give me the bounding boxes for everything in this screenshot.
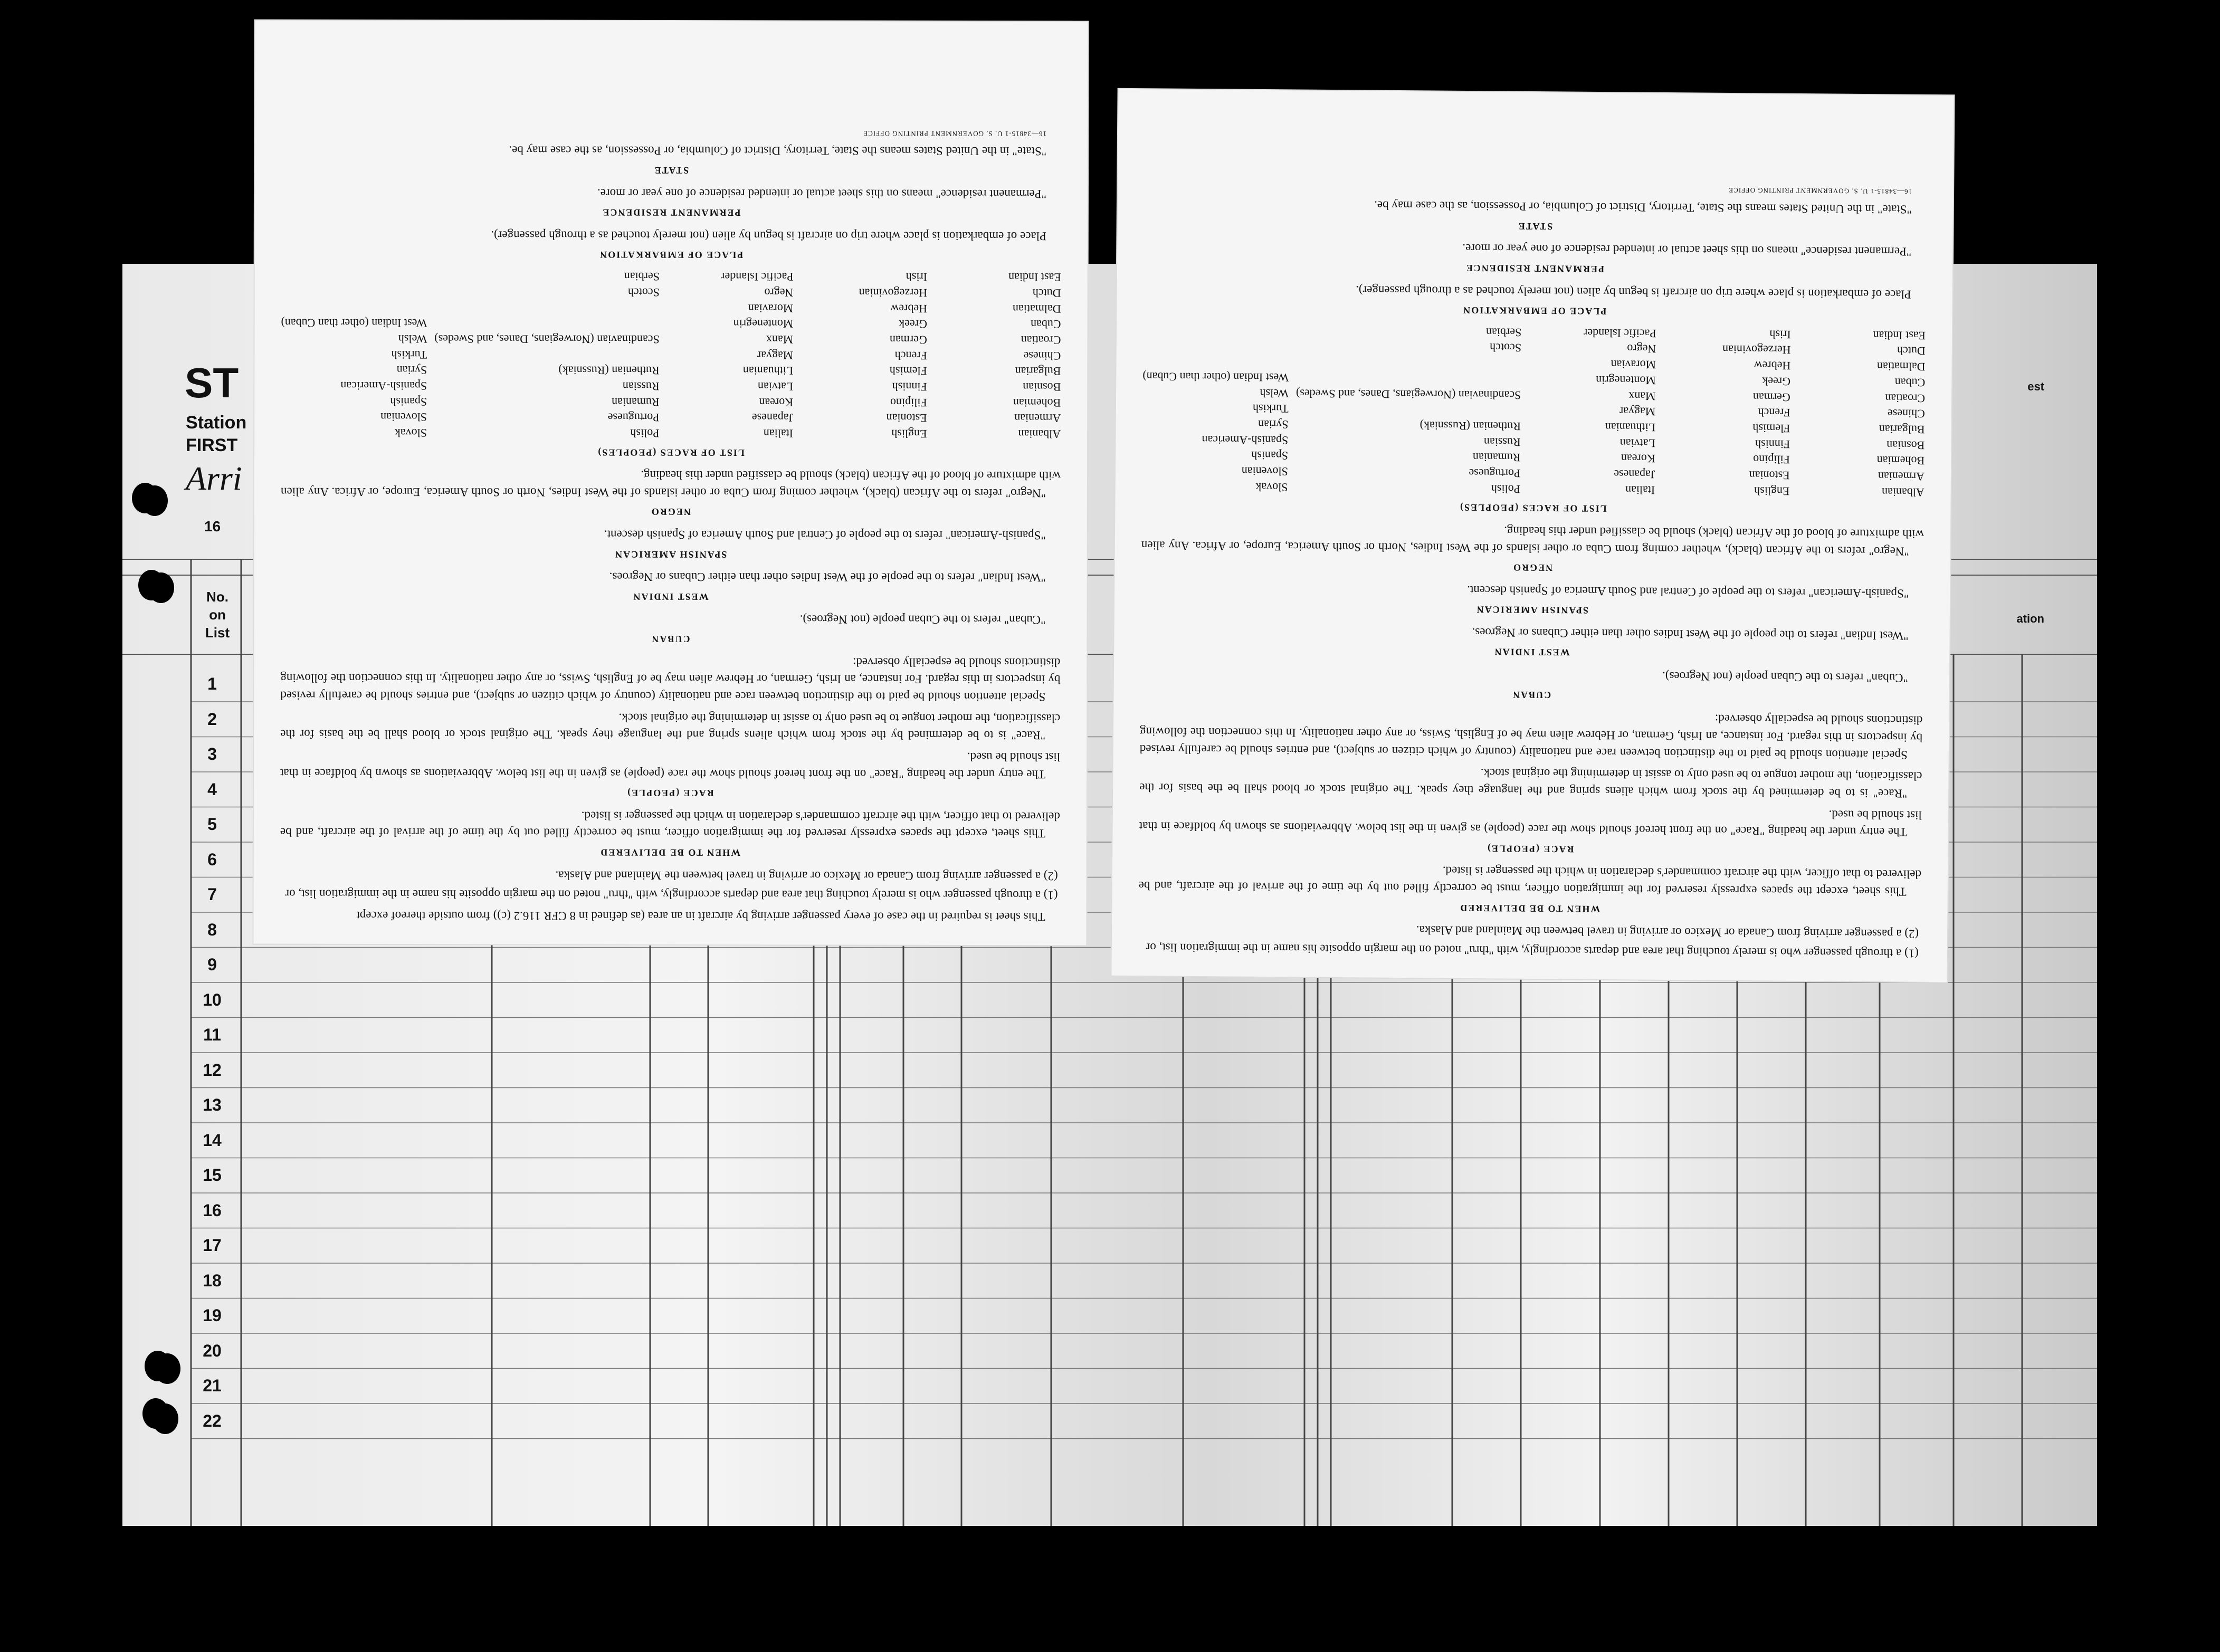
punch-hole: [152, 1403, 178, 1434]
race-entry: German: [1752, 390, 1790, 404]
race-entry: German: [890, 333, 927, 347]
state-text: "State" in the United States means the State, Territory, District of Columbia, or Possession, as the case may be.: [509, 144, 1047, 158]
cuban-text: "Cuban" refers to the Cuban people (not Negroes).: [799, 613, 1046, 627]
row-number: 21: [203, 1376, 222, 1395]
race-entry: Syrian: [396, 364, 427, 377]
state-text: "State" in the United States means the State, Territory, District of Columbia, or Possession, as the case may be.: [1374, 198, 1912, 216]
race-entry: Bosnian: [1886, 438, 1925, 452]
race-entry: Pacific Islander: [721, 270, 794, 284]
race-entry: Bosnian: [1023, 380, 1061, 394]
race-entry: Finnish: [1755, 437, 1790, 451]
race-entry: Cuban: [1031, 318, 1061, 331]
race-entry: Serbian: [624, 270, 660, 284]
race-entry: Montenegrin: [1596, 373, 1656, 387]
races-list: [281, 268, 1061, 442]
race-entry: Latvian: [757, 380, 794, 394]
race-entry: Finnish: [892, 380, 927, 394]
intro-text: This sheet is required in the case of every passenger arriving by aircraft in an area (as defined in 8 CFR 116.2 (c)) from outside thereof except: [356, 909, 1045, 924]
race-entry: Greek: [1762, 375, 1791, 388]
race-text-3: Special attention should be paid to the distinction between race and nationality (country of which citizen or subject), and entries should be carefully revised by inspectors in this regard. For instance, an Irish, German, or Hebrew alien may be of English, Swiss, or any other nationality. In this connection the following distinctions should be especially observed:: [1139, 712, 1923, 762]
col-header-line2: on: [209, 606, 226, 623]
race-entry: Filipino: [890, 396, 927, 409]
heading-list-of-races: LIST OF RACES (PEOPLES): [1459, 502, 1607, 514]
exception-2: (2) a passenger arriving from Canada or Mexico or arriving in travel between the Mainland and Alaska.: [555, 868, 1058, 883]
heading-cuban: CUBAN: [1512, 689, 1551, 700]
race-entry: West Indian (other than Cuban): [1142, 370, 1289, 385]
race-entry: Dutch: [1032, 287, 1061, 300]
heading-residence: PERMANENT RESIDENCE: [602, 207, 741, 218]
row-number: 3: [207, 744, 217, 763]
race-entry: East Indian: [1008, 271, 1061, 284]
race-entry: Spanish-American: [1202, 433, 1289, 447]
race-entry: Spanish: [1251, 449, 1289, 463]
row-number: 9: [207, 955, 217, 974]
exception-2: (2) a passenger arriving from Canada or Mexico or arriving in travel between the Mainland and Alaska.: [1416, 923, 1919, 941]
race-entry: Rumanian: [612, 395, 660, 409]
heading-race: RACE (PEOPLE): [1487, 843, 1574, 855]
race-entry: Armenian: [1878, 470, 1924, 483]
race-entry: Irish: [906, 270, 928, 284]
race-entry: Polish: [1491, 482, 1521, 496]
heading-negro: NEGRO: [650, 507, 691, 518]
negro-text: "Negro" refers to the African (black), whether coming from Cuba or other islands of the West Indies, North or South America, Europe, or Africa. Any alien with admixture of blood of the African (black) should be classified under this heading.: [280, 469, 1061, 500]
race-entry: English: [891, 427, 927, 441]
cuban-text: "Cuban" refers to the Cuban people (not Negroes).: [1662, 670, 1908, 685]
race-entry: Estonian: [886, 412, 927, 425]
race-entry: Magyar: [1619, 405, 1656, 419]
column-header-no-on-list: [199, 588, 236, 642]
race-entry: Chinese: [1023, 349, 1061, 362]
races-list: [1142, 321, 1926, 500]
race-entry: Manx: [1628, 389, 1656, 403]
punch-hole: [141, 485, 168, 516]
residence-text: "Permanent residence" means on this sheet actual or intended residence of one year or more.: [597, 186, 1046, 200]
race-entry: Bulgarian: [1015, 365, 1061, 378]
race-entry: Herzegovinian: [1722, 343, 1791, 357]
race-entry: Serbian: [1485, 326, 1522, 339]
race-entry: West Indian (other than Cuban): [281, 316, 427, 330]
race-entry: Bohemian: [1013, 396, 1061, 409]
row-number: 7: [207, 885, 217, 904]
heading-state: STATE: [1517, 221, 1553, 232]
race-entry: Portuguese: [1469, 466, 1521, 480]
spanish-american-text: "Spanish-American" refers to the people of Central and South America of Spanish descent.: [604, 528, 1046, 542]
heading-embarkation: PLACE OF EMBARKATION: [1462, 305, 1607, 317]
race-entry: Latvian: [1619, 436, 1655, 450]
race-entry: Bulgarian: [1879, 423, 1925, 436]
race-text-2: "Race" is to be determined by the stock from which aliens spring and the language they speak. The original stock or blood shall be the basis for the classification, the mother tongue to be used only to assist in determining the original stock.: [1139, 766, 1922, 800]
race-entry: Croatian: [1885, 391, 1926, 405]
race-text-1: The entry under the heading "Race" on the front hereof should show the race (people) as given in the list below. Abbreviations as shown by boldface in that list should be used.: [1139, 808, 1922, 839]
heading-list-of-races: LIST OF RACES (PEOPLES): [597, 447, 745, 458]
race-entry: Montenegrin: [733, 317, 794, 331]
heading-west-indian: WEST INDIAN: [632, 591, 709, 602]
race-entry: [434, 316, 659, 331]
delivered-text: This sheet, except the spaces expressly reserved for the immigration officer, must be correctly filled out by the time of the arrival of the aircraft, and be delivered to that officer, with the aircraft commander's declaration in which the passenger is listed.: [280, 809, 1060, 841]
race-entry: Estonian: [1749, 469, 1790, 482]
printer-footer: 16—34815-1 U. S. GOVERNMENT PRINTING OFFICE: [1728, 186, 1912, 196]
heading-state: STATE: [653, 165, 689, 176]
race-text-1: The entry under the heading "Race" on the front hereof should show the race (people) as given in the list below. Abbreviations as shown by boldface in that list should be used.: [280, 750, 1061, 781]
row-number: 17: [203, 1236, 222, 1255]
heading-west-indian: WEST INDIAN: [1493, 646, 1570, 658]
col-header-line1: No.: [206, 589, 228, 605]
race-entry: Welsh: [1260, 386, 1289, 400]
race-entry: [281, 300, 427, 316]
punch-hole: [148, 572, 174, 603]
row-number: 4: [207, 779, 217, 799]
race-entry: Scandinavian (Norwegians, Danes, and Swedes): [1295, 387, 1521, 402]
row-number: 1: [207, 674, 217, 693]
race-entry: Scandinavian (Norwegians, Danes, and Swedes): [434, 332, 660, 346]
race-entry: [1143, 321, 1289, 338]
heading-when-delivered: WHEN TO BE DELIVERED: [599, 847, 741, 858]
heading-embarkation: PLACE OF EMBARKATION: [599, 250, 744, 261]
race-entry: French: [894, 349, 927, 362]
row-number: 18: [203, 1271, 222, 1290]
race-entry: Moravian: [1611, 358, 1656, 371]
race-entry: Moravian: [748, 301, 794, 315]
race-entry: Welsh: [398, 332, 427, 346]
heading-spanish-american: SPANISH AMERICAN: [614, 549, 727, 560]
race-entry: Flemish: [889, 364, 927, 378]
race-entry: Dutch: [1897, 344, 1926, 358]
race-entry: Irish: [1769, 328, 1791, 341]
heading-spanish-american: SPANISH AMERICAN: [1475, 604, 1589, 616]
spanish-american-text: "Spanish-American" refers to the people of Central and South America of Spanish descent.: [1467, 583, 1909, 600]
west-indian-text: "West Indian" refers to the people of the West Indies other than either Cubans or Negroes.: [1472, 626, 1909, 643]
race-entry: [1296, 401, 1521, 418]
race-entry: Flemish: [1752, 422, 1790, 435]
race-entry: Japanese: [1614, 467, 1655, 481]
race-entry: Croatian: [1021, 333, 1061, 347]
manifest-subtitle-line2: FIRST: [186, 435, 238, 455]
race-entry: Hebrew: [1754, 359, 1791, 373]
race-entry: Turkish: [391, 348, 427, 361]
race-entry: Italian: [1625, 483, 1655, 497]
race-entry: Armenian: [1014, 412, 1061, 425]
race-entry: Slovenian: [380, 410, 427, 424]
manifest-subtitle: [186, 412, 246, 456]
manifest-subtitle-line1: Station: [186, 413, 247, 433]
race-entry: Ruthenian (Russniak): [1419, 419, 1521, 433]
heading-negro: NEGRO: [1512, 562, 1553, 574]
row-number: 6: [207, 849, 217, 869]
delivered-text: This sheet, except the spaces expressly reserved for the immigration officer, must be correctly filled out by the time of the arrival of the aircraft, and be delivered to that officer, with the aircraft commander's declaration in which the passenger is listed.: [1138, 864, 1922, 899]
row-number: 20: [203, 1341, 222, 1360]
race-entry: East Indian: [1873, 328, 1926, 342]
race-entry: Syrian: [1257, 417, 1289, 432]
race-entry: Polish: [630, 426, 660, 440]
race-entry: Rumanian: [1472, 451, 1521, 465]
row-number: 19: [203, 1306, 222, 1325]
instruction-card-text: [1111, 89, 1954, 982]
punch-hole: [154, 1353, 180, 1384]
race-entry: Filipino: [1753, 453, 1790, 467]
heading-cuban: CUBAN: [651, 633, 690, 645]
race-entry: Albanian: [1881, 485, 1924, 499]
race-entry: Cuban: [1894, 376, 1926, 389]
race-entry: Slovenian: [1241, 464, 1288, 479]
race-entry: Chinese: [1887, 407, 1925, 421]
race-entry: [1296, 354, 1521, 371]
manifest-title: ST: [185, 359, 239, 406]
race-entry: French: [1758, 406, 1790, 420]
race-entry: Portuguese: [607, 411, 660, 425]
embarkation-text: Place of embarkation is place where trip on aircraft is begun by alien (not merely touched as a through passenger).: [491, 228, 1046, 243]
race-entry: Bohemian: [1876, 454, 1925, 468]
race-entry: Hebrew: [890, 302, 928, 316]
race-entry: Magyar: [757, 348, 794, 362]
race-text-2: "Race" is to be determined by the stock from which aliens spring and the language they speak. The original stock or blood shall be the basis for the classification, the mother tongue to be used only to assist in determining the original stock.: [280, 711, 1061, 742]
row-number: 16: [203, 1200, 222, 1220]
manifest-script-heading: Arri: [186, 460, 242, 497]
residence-text: "Permanent residence" means on this sheet actual or intended residence of one year or more.: [1462, 242, 1912, 259]
race-entry: Scotch: [627, 285, 660, 299]
race-entry: Dalmatian: [1876, 360, 1926, 374]
row-number: 15: [203, 1166, 222, 1185]
right-edge-label-mid: ation: [2016, 612, 2044, 625]
heading-race: RACE (PEOPLE): [626, 788, 714, 799]
west-indian-text: "West Indian" refers to the people of the West Indies other than either Cubans or Negroes.: [609, 570, 1046, 585]
race-entry: English: [1754, 484, 1790, 498]
col-header-line3: List: [205, 624, 230, 641]
race-entry: Spanish: [390, 395, 427, 408]
row-number: 11: [203, 1025, 221, 1044]
race-entry: Spanish-American: [340, 379, 427, 393]
race-entry: Slovak: [1255, 480, 1288, 494]
race-entry: Slovak: [394, 426, 427, 440]
race-entry: Lithuanian: [742, 364, 794, 378]
race-entry: Russian: [1483, 435, 1521, 449]
printer-footer: 16—34815-1 U. S. GOVERNMENT PRINTING OFFICE: [863, 129, 1047, 138]
race-entry: Pacific Islander: [1583, 326, 1656, 340]
race-entry: [434, 300, 659, 316]
row-number: 5: [207, 815, 217, 834]
row-number: 2: [207, 709, 217, 729]
instruction-card-text: [253, 21, 1088, 946]
race-entry: Scotch: [1490, 341, 1522, 355]
heading-residence: PERMANENT RESIDENCE: [1465, 262, 1605, 274]
race-entry: Negro: [764, 286, 794, 300]
race-entry: Dalmatian: [1012, 302, 1061, 316]
race-entry: Korean: [759, 395, 794, 409]
race-text-3: Special attention should be paid to the distinction between race and nationality (country of which citizen or subject), and entries should be carefully revised by inspectors in this regard. For instance, an Irish, German, or Hebrew alien may be of English, Swiss, or any other nationality. In this connection the following distinctions should be especially observed:: [280, 655, 1061, 704]
row-number: 8: [207, 920, 217, 939]
race-entry: Russian: [622, 379, 660, 393]
race-entry: [281, 268, 427, 284]
page-number: 16: [204, 518, 221, 534]
embarkation-text: Place of embarkation is place where trip on aircraft is begun by alien (not merely touched as a through passenger).: [1356, 283, 1911, 301]
instruction-card-right: [1111, 89, 1954, 982]
race-entry: Korean: [1621, 452, 1655, 466]
exception-1: (1) a through passenger who is merely touching that area and departs accordingly, with "thru" noted on the margin opposite his name in the immigration list, or: [1146, 941, 1919, 960]
exception-1: (1) a through passenger who is merely touching that area and departs accordingly, with "thru" noted on the margin opposite his name in the immigration list, or: [285, 887, 1058, 902]
race-entry: Turkish: [1252, 402, 1289, 416]
race-entry: Greek: [899, 317, 927, 331]
row-number: 14: [203, 1130, 222, 1150]
race-entry: Japanese: [751, 411, 794, 425]
race-entry: [1142, 353, 1289, 370]
race-entry: [1143, 337, 1289, 354]
row-number: 12: [203, 1060, 222, 1080]
race-entry: Herzegovinian: [859, 286, 928, 300]
row-number: 22: [203, 1411, 222, 1430]
row-number: 10: [203, 990, 222, 1009]
race-entry: [281, 284, 427, 300]
race-entry: [434, 347, 659, 362]
race-entry: Lithuanian: [1605, 420, 1656, 434]
race-entry: Italian: [763, 427, 794, 441]
heading-when-delivered: WHEN TO BE DELIVERED: [1459, 902, 1600, 914]
negro-text: "Negro" refers to the African (black), whether coming from Cuba or other islands of the West Indies, North or South America, Europe, or Africa. Any alien with admixture of blood of the African (black) should be classified under this heading.: [1141, 524, 1924, 558]
right-edge-label-top: est: [2027, 380, 2044, 393]
instruction-card-left: [253, 21, 1088, 946]
race-entry: [1296, 370, 1521, 387]
race-entry: Manx: [766, 333, 794, 347]
race-entry: Albanian: [1018, 427, 1061, 441]
race-entry: Ruthenian (Russniak): [558, 364, 660, 378]
race-entry: Negro: [1627, 342, 1656, 356]
row-number: 13: [203, 1095, 222, 1114]
